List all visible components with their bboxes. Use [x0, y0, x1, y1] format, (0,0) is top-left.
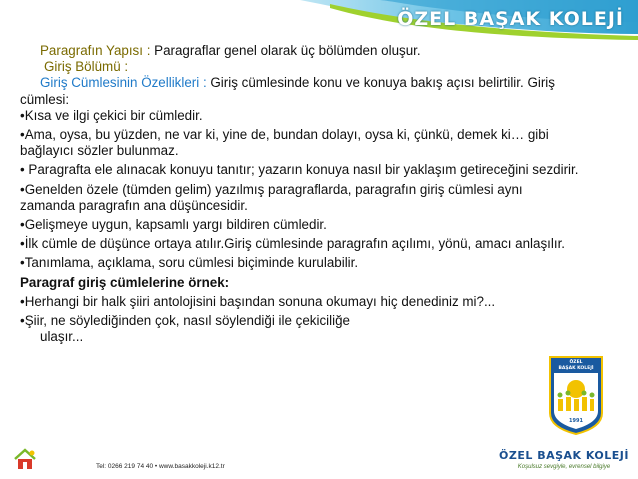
example-item: •Herhangi bir halk şiiri antolojisini başından sonuna okumayı hiç denediniz mi?...: [20, 293, 496, 309]
school-seal-logo: [548, 355, 604, 435]
example-continuation: ulaşır...: [40, 329, 84, 345]
structure-label: Paragrafın Yapısı :: [40, 43, 151, 58]
svg-text:ÖZEL: ÖZEL: [569, 360, 583, 365]
header-band: [0, 0, 638, 40]
bullet-item: •Gelişmeye uygun, kapsamlı yargı bildiren cümledir.: [20, 217, 327, 233]
footer-slogan: Koşulsuz sevgiyle, evrensel bilgiye: [517, 464, 611, 470]
svg-text:1991: 1991: [569, 418, 583, 424]
structure-line: [20, 43, 580, 59]
house-icon: [12, 446, 38, 472]
features-paragraph: [20, 75, 580, 107]
footer-brand: ÖZEL BAŞAK KOLEJİ: [499, 449, 629, 462]
structure-text: Paragraflar genel olarak üç bölümden oluşur.: [150, 43, 421, 58]
header-brand-title: ÖZEL BAŞAK KOLEJİ: [397, 8, 624, 30]
examples-title: Paragraf giriş cümlelerine örnek:: [20, 274, 230, 290]
section-title: Giriş Bölümü :: [44, 59, 129, 75]
bullet-item: •Kısa ve ilgi çekici bir cümledir.: [20, 107, 203, 123]
slide-content: [20, 43, 580, 345]
bullet-item: •Tanımlama, açıklama, soru cümlesi biçiminde kurulabilir.: [20, 255, 359, 271]
bullet-item: •Ama, oysa, bu yüzden, ne var ki, yine de, bundan dolayı, oysa ki, çünkü, demek ki… gibi bağlayıcı sözler bulunmaz.: [20, 127, 549, 159]
example-item: •Şiir, ne söylediğinden çok, nasıl söylendiği ile çekiciliğe: [20, 313, 350, 329]
footer-contact: Tel: 0266 219 74 40 • www.basakkoleji.k12.tr: [96, 463, 225, 470]
features-text: Giriş cümlesinde konu ve konuya bakış açısı belirtilir. Giriş cümlesi:: [20, 75, 555, 107]
bullet-item: •İlk cümle de düşünce ortaya atılır.Giriş cümlesinde paragrafın açılımı, yönü, amacı anlaşılır.: [20, 236, 566, 252]
svg-text:BAŞAK KOLEJİ: BAŞAK KOLEJİ: [558, 366, 594, 371]
features-label: Giriş Cümlesinin Özellikleri :: [40, 75, 207, 91]
bullet-item: •Genelden özele (tümden gelim) yazılmış paragraflarda, paragrafın giriş cümlesi aynı zamanda paragrafın ana düşüncesidir.: [20, 181, 523, 213]
bullet-item: • Paragrafta ele alınacak konuyu tanıtır; yazarın konuya nasıl bir yaklaşım getireceğini sezdirir.: [20, 162, 579, 178]
